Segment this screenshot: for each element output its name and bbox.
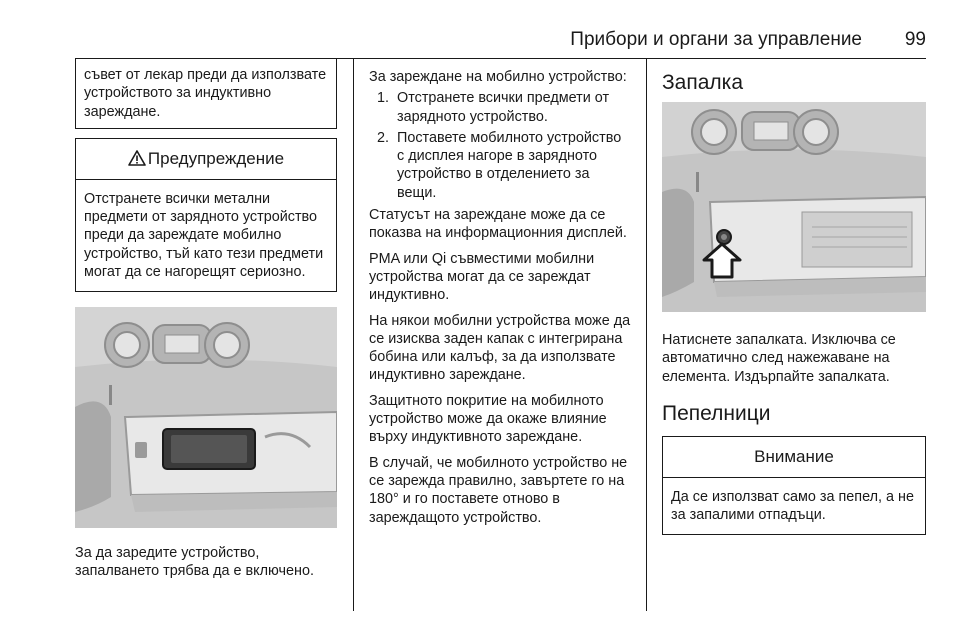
step-item [369,129,632,202]
step-number: 2. [377,129,390,146]
warning-heading [76,139,336,180]
charging-steps [369,89,632,202]
notice-heading: Внимание [663,437,925,478]
wireless-charger-figure [75,307,337,528]
figure-caption: За да заредите устройство, запалването трябва да е включено. [75,545,314,580]
warning-title: Предупреждение [147,148,285,168]
lighter-figure [662,102,926,312]
compat-paragraph: PMA или Qi съвместими мобилни устройства могат да се зареждат индуктивно. [369,250,595,304]
notice-box [662,436,926,536]
column-divider [646,59,647,611]
step-text: Поставете мобилното устройство с дисплея нагоре в зарядното устройство в отделението за вещи. [397,129,622,201]
intro-text: съвет от лекар преди да използвате устройството за индуктивно зареждане. [84,67,327,120]
figure-caption-block [75,544,337,581]
step-number: 1. [377,90,390,107]
lighter-illustration [662,102,926,312]
step-text: Отстранете всички предмети от зарядното устройство. [397,90,610,125]
rotate-paragraph: В случай, че мобилното устройство не се зарежда правилно, завъртете го на 180° и го поставете отново в зареждащото устройство. [369,454,628,526]
column-middle [369,68,632,527]
notice-body: Да се използват само за пепел, а не за запалими отпадъци. [671,488,914,524]
header-title: Прибори и органи за управление [570,29,862,50]
column-divider [353,59,354,611]
cover-paragraph: На някои мобилни устройства може да се изисква заден капак с интегрирана бобина или калъф, за да използвате индуктивно зареждане. [369,312,631,384]
lighter-paragraph: Натиснете запалката. Изключва се автоматично след нажежаване на елемента. Издърпайте запалката. [662,332,896,385]
status-paragraph: Статусът на зареждане може да се показва на информационния дисплей. [369,207,627,242]
running-header [75,30,926,50]
page-number: 99 [904,29,926,50]
protective-cover-paragraph: Защитното покритие на мобилното устройство може да окаже влияние върху индуктивното зареждане. [369,392,607,446]
charging-lead: За зареждане на мобилно устройство: [369,69,627,85]
column-left [75,59,337,292]
intro-box [75,59,337,129]
section-heading-ashtrays: Пепелници [662,401,771,425]
step-item [369,89,632,126]
lighter-text-block [662,331,926,535]
warning-box [75,138,337,292]
warning-body: Отстранете всички метални предмети от зарядното устройство преди да зареждате мобилно устройство, тъй като тези предмети могат да се нагорещят сериозно. [84,190,324,281]
warning-triangle-icon [128,150,146,166]
section-heading-lighter: Запалка [662,71,743,94]
column-right [662,71,926,95]
wireless-charger-illustration [75,307,337,528]
